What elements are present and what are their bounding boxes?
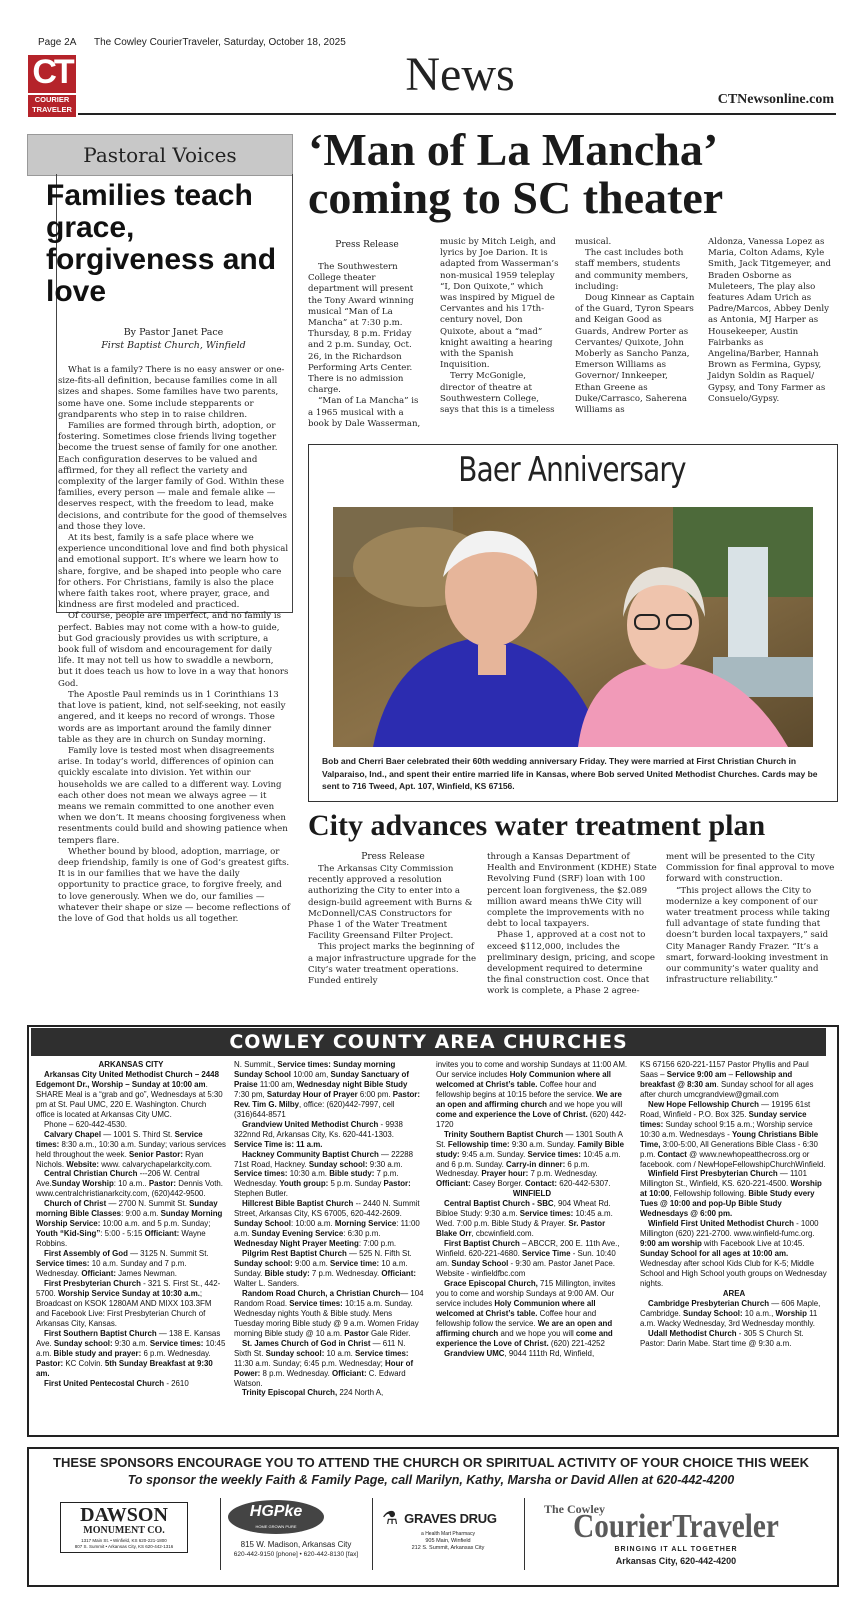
church-listing: Pilgrim Rest Baptist Church — 525 N. Fifth St. Sunday school: 9:00 a.m. Service time: 10 a.m. Sunday. Bible study: 7 p.m. Wednesday. Officiant: Walter L. Sanders. [234,1249,416,1288]
church-listing: Trinity Episcopal Church, 224 North A, [242,1388,384,1398]
listing-emphasis: Sunday School [234,1219,291,1229]
page-number: Page 2A [38,37,77,48]
listing-emphasis: Service times: [36,1259,90,1269]
church-listing: KS 67156 620-221-1157 Pastor Phyllis and Paul Saas – Service 9:00 am – Fellowship and breakfast @ 8:30 am. Sunday school for all ages after church umcgrandview@gmail.com [640,1060,814,1099]
listing-emphasis: New Hope Fellowship Church [648,1099,759,1109]
church-listing: Grandview United Methodist Church - 9938 322nnd Rd, Arkansas City, Ks. 620-441-1303. Service Time is: 11 a.m. [234,1119,403,1149]
paragraph: What is a family? There is no easy answer or one-size-fits-all definition, because families come in all sizes and shapes. Some families have two parents, some have one. Some include stepparents or grandparents who step in to raise children. [58,365,285,420]
pastoral-body [58,365,290,925]
listing-emphasis: Central Baptist Church - SBC [444,1199,554,1209]
listing-emphasis: Pastor: Rev. Tim G. Milby [234,1089,420,1109]
listing-emphasis: Pilgrim Rest Baptist Church [242,1249,347,1259]
listing-emphasis: Bible study and prayer: [53,1348,142,1358]
listing-emphasis: Service time: [330,1259,380,1269]
listing-emphasis: Worship at 10:00 [640,1179,822,1199]
listing-emphasis: Officiant: [331,1368,367,1378]
mancha-credit: Press Release [335,240,399,250]
pastoral-church: First Baptist Church, Winfield [101,340,246,351]
listing-emphasis: Contact [657,1149,687,1159]
paragraph: musical. [575,237,612,247]
listing-emphasis: Sunday Sanctuary of Praise [234,1069,409,1089]
paragraph: music by Mitch Leigh, and lyrics by Joe Darion. It is adapted from Wasserman’s non-musical 1959 teleplay “I, Don Quixote,” which was inspired by Miguel de Cervantes and his 17th-century novel, Don Quixote, about a “mad” knight awaiting a hearing with the Spanish Inquisition. [440,237,559,371]
church-listing: Central Baptist Church - SBC, 904 Wheat Rd. Bibloe Study: 9:30 a.m. Service times: 10:45 a.m. Wed. 7:00 p.m. Bible Study & Prayer. Sr. Pastor Blake Orr, cbcwinfield.com. [436,1199,613,1239]
baer-photo [333,507,813,747]
listing-emphasis: Sunday School: [682,1308,743,1318]
paragraph: Phase 1, approved at a cost not to exceed $112,000, includes the preliminary design, pricing, and scope development required to determine the final construction cost. Once that work is complete, a Phase 2 agree- [487,930,655,997]
listing-emphasis: First Southern Baptist Church [44,1328,157,1338]
listing-emphasis: come and experience the Love of Christ. [436,1109,588,1119]
church-listing: First Southern Baptist Church — 138 E. Kansas Ave. Sunday school: 9:30 a.m. Service times: 10:45 a.m. Bible study and prayer: 6 p.m. Wednesday. Pastor: KC Colvin. 5th Sunday Breakfast at 9:30 am. [36,1328,226,1378]
paragraph: This project marks the beginning of a major infrastructure upgrade for the City’s water treatment operations. Funded entirely [308,942,477,987]
church-listing: Arkansas City United Methodist Church – 2448 Edgemont Dr., Worship – Sunday at 10:00 am. SHARE Meal is a “grab and go”, Wednesdays at 5:30 pm at St. Paul UMC, 220 E. Washington. Church office is located at Arkansas City UMC. [36,1069,223,1119]
listing-emphasis: Grandview United Methodist Church [242,1119,379,1129]
paragraph: Aldonza, Vanessa Lopez as Maria, Colton Adams, Kyle Smith, Jack Titgemeyer, and Braden Osborne as Muleteers, The play also features Adam Urich as Padre/Marcos, Abbey Denly as Antonia, MJ Harper as Housekeeper, Austin Fairbanks as Angelina/Barber, Hannah Brown as Fermina, Gypsy, Jaidyn Soldin as Raquel/ Gypsy, and Tony Farmer as Consuelo/Gypsy. [708,237,832,404]
courier-traveler-logo[interactable] [28,55,76,117]
listing-emphasis: First United Pentecostal Church [44,1378,165,1388]
listing-emphasis: Officiant: [144,1229,180,1239]
listing-emphasis: Service times: [519,1209,574,1219]
church-listing: Calvary Chapel — 1001 S. Third St. Service times: 8:30 a.m., 10:30 a.m. Sunday; various services held throughout the week. Senior Pastor: Ryan Nichols. Website: www. calvarychapelarkcity.com. [36,1129,226,1169]
church-listing: Church of Christ — 2700 N. Summit St. Sunday morning Bible Classes: 9:00 a.m. Sunday Morning Worship Service: 10:00 a.m. and 5 p.m. Sunday; Youth “Kid-Sing”: 5:00 - 5:15 Officiant: Wayne Robbins. [36,1199,223,1249]
listing-emphasis: Sunday Worship [51,1179,114,1189]
church-listing: Hackney Community Baptist Church — 22288 71st Road, Hackney. Sunday school: 9:30 a.m. Service times: 10:30 a.m. Bible study: 7 p.m. Wednesday. Youth group: 5 p.m. Sunday Pastor: Stephen Butler. [234,1149,414,1199]
listing-emphasis: Service times: [149,1338,204,1348]
sponsors-line-1: THESE SPONSORS ENCOURAGE YOU TO ATTEND THE CHURCH OR SPIRITUAL ACTIVITY OF YOUR CHOICE THIS WEEK [53,1455,809,1470]
dawson-name: DAWSON [80,1504,168,1526]
pastoral-byline: By Pastor Janet Pace [123,327,224,338]
logo-line-traveler: TRAVELER [32,105,72,114]
graves-addr-1: 905 Main, Winfield [425,1538,471,1544]
baer-couple-photo [333,507,813,747]
church-listing: Trinity Southern Baptist Church — 1301 South A St. Fellowship time: 9:30 a.m. Sunday. Family Bible study: 9:45 a.m. Sunday. Service times: 10:45 a.m. and 6 p.m. Sunday. Carry-in dinner: 6 p.m. Wednesday. Prayer hour: 7 p.m. Wednesday. Officiant: Casey Borger. Contact: 620-442-5307. [436,1129,624,1189]
church-listing: Phone – 620-442-4530. [44,1119,127,1129]
mancha-col-1 [308,262,426,430]
mortar-pestle-icon: ⚗ [382,1508,399,1528]
listing-emphasis: Sunday school: [234,1259,293,1269]
listing-emphasis: Pastor: [36,1358,64,1368]
listing-emphasis: Officiant: [381,1269,416,1279]
ct-ad-name: CourierTraveler [573,1508,779,1545]
churches-col-1 [36,1060,226,1388]
listing-emphasis: Service Time [521,1249,571,1259]
hgp-logo [228,1500,324,1534]
logo-letters: CT [32,53,72,91]
graves-drug-ad[interactable] [372,1498,525,1570]
churches-bar [31,1028,826,1056]
listing-emphasis: Pastor: [383,1179,411,1189]
church-listing: First Assembly of God — 3125 N. Summit St. Service times: 10 a.m. Sunday and 7 p.m. Wednesday. Officiant: James Newman. [36,1249,209,1279]
church-listing: Central Christian Church ---206 W. Central Ave.Sunday Worship: 10 a.m.. Pastor: Dennis Voth. www.centralchristianarkcity.com, (620)442-9500. [36,1169,223,1199]
churches-col-4 [640,1060,828,1349]
listing-emphasis: Sunday School [451,1259,509,1269]
paragraph: Terry McGonigle, director of theatre at Southwestern College, says that this is a timeless [440,371,555,416]
listing-emphasis: Hour of Power: [234,1358,414,1378]
dawson-sub: MONUMENT CO. [83,1525,165,1536]
churches-col-2 [234,1060,424,1398]
church-listing: Random Road Church, a Christian Church— 104 Random Road. Service times: 10:15 a.m. Sunday. Wednesday nights Youth & Bible study. Mens Tuesday moring Bible study @ 9 a.m. Women Friday morning Bible study @ 10 a.m. Pastor Gale Rider. [234,1288,424,1338]
water-col-1 [308,864,478,987]
church-listing: Hillcrest Bible Baptist Church -- 2440 N. Summit Street, Arkansas City, KS 67005, 620-442-2609. Sunday School: 10:00 a.m. Morning Service: 11:00 a.m. Sunday Evening Service: 6:30 p.m. Wednesday Night Prayer Meeting: 7:00 p.m. [234,1199,420,1249]
church-listing: Grandview UMC, 9044 111th Rd, Winfield, [444,1348,595,1358]
listing-emphasis: Holy Communion where all welcomed at Christ’s table. [436,1069,611,1089]
graves-sub: a Health Mart Pharmacy [421,1531,475,1537]
listing-emphasis: Sunday school: [53,1338,113,1348]
church-listing: Winfield First United Methodist Church - 1000 Millington (620) 221-2700. www.winfield-fumc.org. 9:00 am worship with Facebook Live at 10:45. Sunday School for all ages at 10:00 am. Wednesday after school Kids Club for K-5; Middle School and High School youth groups on Wednesday nights. [640,1219,827,1288]
churches-col-3 [436,1060,628,1359]
listing-emphasis: Bible study: [329,1169,375,1179]
hgp-name: HGPke [249,1503,303,1520]
paragraph: The cast includes both staff members, students and community members, including: [575,248,689,292]
church-listing: First Baptist Church – ABCCR, 200 E. 11th Ave., Winfield. 620-221-4680. Service Time - Sun. 10:40 am. Sunday School - 9:30 am. Pastor Janet Pace. Website - winfieldfbc.com [436,1239,620,1279]
sponsors-line-2: To sponsor the weekly Faith & Family Page, call Marilyn, Kathy, Marsha or David Allen at 620-442-4200 [127,1473,735,1487]
church-listing: ARKANSAS CITY [98,1060,164,1069]
water-col-2 [487,852,657,998]
baer-caption: Bob and Cherri Baer celebrated their 60th wedding anniversary Friday. They were married at First Christian Church in Valparaiso, Ind., and spent their entire married life in Kansas, where Bob served United Methodist Churches. Cards may be sent to 716 Tweed, Apt. 107, Winfield, KS 67156. [322,756,818,791]
paragraph: The Apostle Paul reminds us in 1 Corinthians 13 that love is patient, kind, not self-seeking, not easily angered, and it keeps no record of wrongs. Those words are as important around the family dinner table as they are in church on Sunday morning. [58,689,286,745]
listing-emphasis: Service 9:00 am [666,1069,727,1079]
listing-emphasis: Udall Methodist Church [648,1328,737,1338]
paragraph: The Southwestern College theater department will present the Tony Award winning musical “Man of La Mancha” at 7:30 p.m. Thursday, 8 p.m. Friday and 2 p.m. Sunday, Oct. 26, in the Richardson Performing Arts Center. There is no admission charge. [308,262,414,396]
listing-emphasis: Worship – Sunday at 10:00 am [91,1079,206,1089]
section-title: News [405,48,515,101]
pastoral-kicker: Pastoral Voices [83,143,237,167]
listing-emphasis: Cambridge Presbyterian Church [648,1298,770,1308]
paragraph: The Arkansas City Commission recently approved a resolution authorizing the City to enter into a design-build agreement with Burns & McDonnell/CAS Constructors for Phase 1 of the Water Treatment Facility Greensand Filter Project. [308,864,473,942]
listing-emphasis: Bible Study every Tues @ 10:00 and pop-Up Bible Study Wednesdays @ 6:00 pm. [640,1189,815,1219]
listing-emphasis: Contact: [525,1179,558,1189]
mancha-col-2 [440,237,560,416]
listing-emphasis: Pastor [344,1328,369,1338]
listing-emphasis: Calvary Chapel [44,1129,102,1139]
paragraph: “Man of La Mancha” is a 1965 musical with a book by Dale Wasserman, [308,396,421,429]
listing-emphasis: Grace Episcopal Church, [444,1278,538,1288]
logo-line-courier: COURIER [34,95,70,104]
church-listing: N. Summit., Service times: Sunday morning Sunday School 10:00 am, Sunday Sanctuary of Praise 11:00 am, Wednesday night Bible Study 7:30 pm, Saturday Hour of Prayer 6:00 pm. Pastor: Rev. Tim G. Milby, office: (620)442-7997, cell (316)644-8571 [234,1060,420,1119]
listing-emphasis: Sunday school: [308,1159,368,1169]
paper-dateline: The Cowley CourierTraveler, Saturday, October 18, 2025 [94,37,346,48]
church-listing: First United Pentecostal Church - 2610 [44,1378,189,1388]
listing-emphasis: Family Bible study: [436,1139,624,1159]
listing-emphasis: Winfield First United Methodist Church [648,1219,794,1229]
listing-emphasis: Church of Christ [44,1199,107,1209]
listing-emphasis: First Presbyterian Church [44,1278,141,1288]
church-listing: WINFIELD [512,1189,552,1199]
listing-emphasis: Carry-in dinner: [506,1159,566,1169]
graves-name: GRAVES DRUG [404,1511,497,1526]
listing-emphasis: Sunday Morning Worship Service: [36,1209,223,1229]
listing-emphasis: Service Time is: 11 a.m. [234,1139,323,1149]
listing-emphasis: Trinity Episcopal Church, [242,1388,338,1398]
church-listing: Winfield First Presbyterian Church — 1101 Millington St., Winfield, KS. 620-221-4500. Worship at 10:00, Fellowship following. Bible Study every Tues @ 10:00 and pop-Up Bible Study Wednesdays @ 6:00 pm. [640,1169,822,1219]
mancha-headline: ‘Man of La Mancha’ coming to SC theater [308,124,724,223]
listing-emphasis: Arkansas City United Methodist Church – 2448 Edgemont Dr., [36,1069,219,1089]
listing-emphasis: Central Christian Church [44,1169,138,1179]
listing-emphasis: 9:00 am worship [640,1239,702,1249]
dawson-ad[interactable] [36,1498,221,1570]
listing-emphasis: St. James Church of God in Christ [242,1338,371,1348]
paragraph: through a Kansas Department of Health and Environment (KDHE) State Revolving Fund (SRF) loan with 100 percent loan forgiveness, the $2.089 million award means thWe City will complete the improvements with no debt to local taxpayers. [487,852,657,930]
church-listing: First Presbyterian Church - 321 S. First St., 442-5700. Worship Service Sunday at 10:30 a.m.; Broadcast on KSOK 1280AM AND MIXX 103.3FM and Facebook Live: First Presbyterian Church of Arkansas City, Kansas. [36,1278,221,1328]
church-listing: St. James Church of God in Christ — 611 N. Sixth St. Sunday school: 10 a.m. Service times: 11:30 a.m. Sunday; 6:45 p.m. Wednesday; Hour of Power: 8 p.m. Wednesday. Officiant: C. Edward Watson. [234,1338,414,1388]
water-credit: Press Release [361,852,425,862]
website-link[interactable]: CTNewsonline.com [717,92,834,107]
listing-emphasis: Hillcrest Bible Baptist Church [242,1199,354,1209]
paragraph: ment will be presented to the City Commission for final approval to move forward with construction. [666,852,835,885]
ct-ad-tag: BRINGING IT ALL TOGETHER [614,1546,738,1553]
churches-title: COWLEY COUNTY AREA CHURCHES [229,1031,628,1053]
listing-emphasis: Hackney Community Baptist Church [242,1149,379,1159]
church-listing: invites you to come and worship Sundays at 11:00 AM. Our service includes Holy Communion where all welcomed at Christ’s table. Coffee hour and fellowship begins at 10:15 before the service. We are an open and affirming church and we hope you will come and experience the Love of Christ. (620) 442-1720 [436,1060,628,1129]
courier-traveler-ad[interactable] [526,1498,826,1570]
listing-emphasis: Young Christians Bible Time, [640,1129,819,1149]
listing-emphasis: Officiant: [436,1179,471,1189]
mancha-col-3 [575,237,695,416]
water-headline: City advances water treatment plan [308,809,766,842]
listing-emphasis: Worship [775,1308,807,1318]
listing-emphasis: come and experience the Love of Christ. [436,1328,613,1348]
listing-emphasis: Senior Pastor: [129,1149,183,1159]
graves-addr-2: 212 S. Summit, Arkansas City [411,1545,485,1551]
listing-emphasis: Morning Service [334,1219,397,1229]
hgp-sub: HOME GROWN PURE [255,1524,297,1529]
listing-emphasis: Service times: [527,1149,582,1159]
church-listing: Udall Methodist Church - 305 S Church St. Pastor: Darin Mabe. Start time @ 9:30 a.m. [640,1328,804,1348]
dawson-addr-2: 807 S. Summit • Arkansas City, KS 620-442-1316 [74,1544,174,1549]
listing-emphasis: Service times: [234,1169,288,1179]
listing-emphasis: Prayer hour: [481,1169,529,1179]
listing-emphasis: Pastor: [148,1179,177,1189]
listing-emphasis: Holy Communion where all welcomed at Christ’s table. [436,1298,596,1318]
listing-emphasis: We are an open and affirming church [436,1318,613,1338]
hgp-addr: 815 W. Madison, Arkansas City [240,1540,352,1549]
listing-emphasis: We are an open and affirming church [436,1089,622,1109]
paragraph: Families are formed through birth, adoption, or fostering. Sometimes close friends living together become the truest sense of family for one another. Each configuration deserves to be valued and affirmed, for they all reflect the variety and complexity of the larger family of God. Within these families, every person — male and female alike — deserves respect, with the freedom to lead, make decisions, and contribute for the good of themselves and those they love. [58,421,287,532]
listing-emphasis: Trinity Southern Baptist Church [444,1129,564,1139]
paragraph: Of course, people are imperfect, and no family is perfect. Babies may not come with a how-to guide, but God graciously provides us with scripture, a book full of wisdom and encouragement for daily life. It may not tell us how to swaddle a newborn, but it does teach us how to love in a way that honors God. [58,611,289,689]
church-listing: AREA [722,1288,746,1298]
listing-emphasis: Wednesday Night Prayer Meeting [234,1239,359,1249]
listing-emphasis: Random Road Church, a Christian Church [242,1288,401,1298]
listing-emphasis: Service times: [355,1348,409,1358]
listing-emphasis: First Assembly of God [44,1249,128,1259]
listing-emphasis: Winfield First Presbyterian Church [648,1169,778,1179]
hgp-phone: 620-442-9150 [phone] • 620-442-8130 [fax] [233,1551,359,1558]
listing-emphasis: Sunday service times: [640,1109,807,1129]
listing-emphasis: Service times: [289,1298,343,1308]
listing-emphasis: Bible study: [264,1269,310,1279]
water-col-3 [666,852,836,986]
church-listing: Grace Episcopal Church, 715 Millington, invites you to come and worship Sundays at 9:00 AM. Our service includes Holy Communion where all welcomed at Christ’s table. Coffee hour and fellowship follow the service. We are an open and affirming church and we hope you will come and experience the Love of Christ. (620) 221-4252 [436,1278,616,1348]
listing-emphasis: Worship Service Sunday at 10:30 a.m. [57,1288,200,1298]
listing-emphasis: Sunday school: [265,1348,325,1358]
listing-emphasis: Fellowship and breakfast @ 8:30 am [640,1069,793,1089]
hgp-ad[interactable] [220,1498,373,1570]
paragraph: Doug Kinnear as Captain of the Guard, Tyron Spears and Keigan Good as Guards, Andrew Porter as Cervantes/ Quixote, John Moberly as Sancho Panza, Emerson Williams as Governor/ Innkeeper, Ethan Greene as Duke/Carrasco, Saherena Williams as [575,293,695,416]
listing-emphasis: Grandview UMC [444,1348,505,1358]
listing-emphasis: Fellowship time: [447,1139,510,1149]
listing-emphasis: Service times: [36,1129,203,1149]
listing-emphasis: Youth “Kid-Sing” [36,1229,101,1239]
listing-emphasis: Sr. Pastor Blake Orr [436,1219,606,1239]
church-listing: Cambridge Presbyterian Church — 606 Maple, Cambridge. Sunday School: 10 a.m., Worship 11 a.m. Wacky Wednesday, 3rd Wednesday monthly. [640,1298,821,1328]
baer-title: Baer Anniversary [458,450,686,490]
listing-emphasis: Sunday morning Bible Classes [36,1199,218,1219]
paragraph: Whether bound by blood, adoption, marriage, or deep friendship, family is one of God’s greatest gifts. It is in our families that we have the daily opportunity to practice grace, to forgive freely, and to love generously. When we do, our families — whatever their shape or size — become reflections of the love of God that holds us all together. [58,846,290,924]
paragraph: At its best, family is a safe place where we experience unconditional love and find both physical and emotional support. It’s where we learn how to share, forgive, and be shaped into people who care for others. For Christians, family is also the place where faith takes root, where prayer, grace, and kindness are first modeled and practiced. [58,533,289,611]
ct-ad-addr: Arkansas City, 620-442-4200 [615,1556,737,1566]
listing-emphasis: Officiant: [81,1269,116,1279]
listing-emphasis: Saturday Hour of Prayer [266,1089,358,1099]
dawson-addr-1: 1317 Main St. • Winfield, KS 620-221-1800 [81,1538,167,1543]
listing-emphasis: Sunday Evening Service [251,1229,344,1239]
listing-emphasis: 5th Sunday Breakfast at 9:30 am. [36,1358,213,1378]
listing-emphasis: Service times: Sunday morning Sunday School [234,1060,396,1079]
listing-emphasis: Youth group: [279,1179,329,1189]
mancha-col-4 [708,237,836,405]
pastoral-voices-banner [27,134,293,176]
paragraph: “This project allows the City to modernize a key component of our water treatment process while taking full advantage of state funding that doesn’t burden local taxpayers,” said City Manager Randy Frazer. “It’s a smart, forward-looking investment in our community’s water quality and infrastructure reliability.” [666,885,831,986]
pastoral-headline: Families teach grace, forgiveness and love [46,179,277,308]
ct-ad-top: The Cowley [544,1502,605,1516]
church-listing: New Hope Fellowship Church — 19195 61st Road, Winfield - P.O. Box 325. Sunday service times: Sunday school 9:15 a.m.; Worship service 10:30 a.m. Wednesdays - Young Christians Bible Time, 3:00-5:00, All Generations Bible Class - 6:30 p.m. Contact @ www.newhopeatthecross.org or facebook. com / NewHopeFellowshipChurchWinfield. [640,1099,826,1169]
listing-emphasis: Website: [66,1159,100,1169]
listing-emphasis: First Baptist Church [444,1239,520,1249]
paragraph: Family love is tested most when disagreements arise. In today’s world, differences of opinion can quickly escalate into division. Yet within our households we are called to a different way. Loving each other does not mean we always agree — it means we remain committed to one another even when we don’t. It means choosing forgiveness when resentments could build and showing patience when tempers flare. [58,745,288,846]
listing-emphasis: Sunday School for all ages at 10:00 am. [640,1249,789,1259]
listing-emphasis: Wednesday night Bible Study [296,1079,408,1089]
header-rule [78,113,836,115]
